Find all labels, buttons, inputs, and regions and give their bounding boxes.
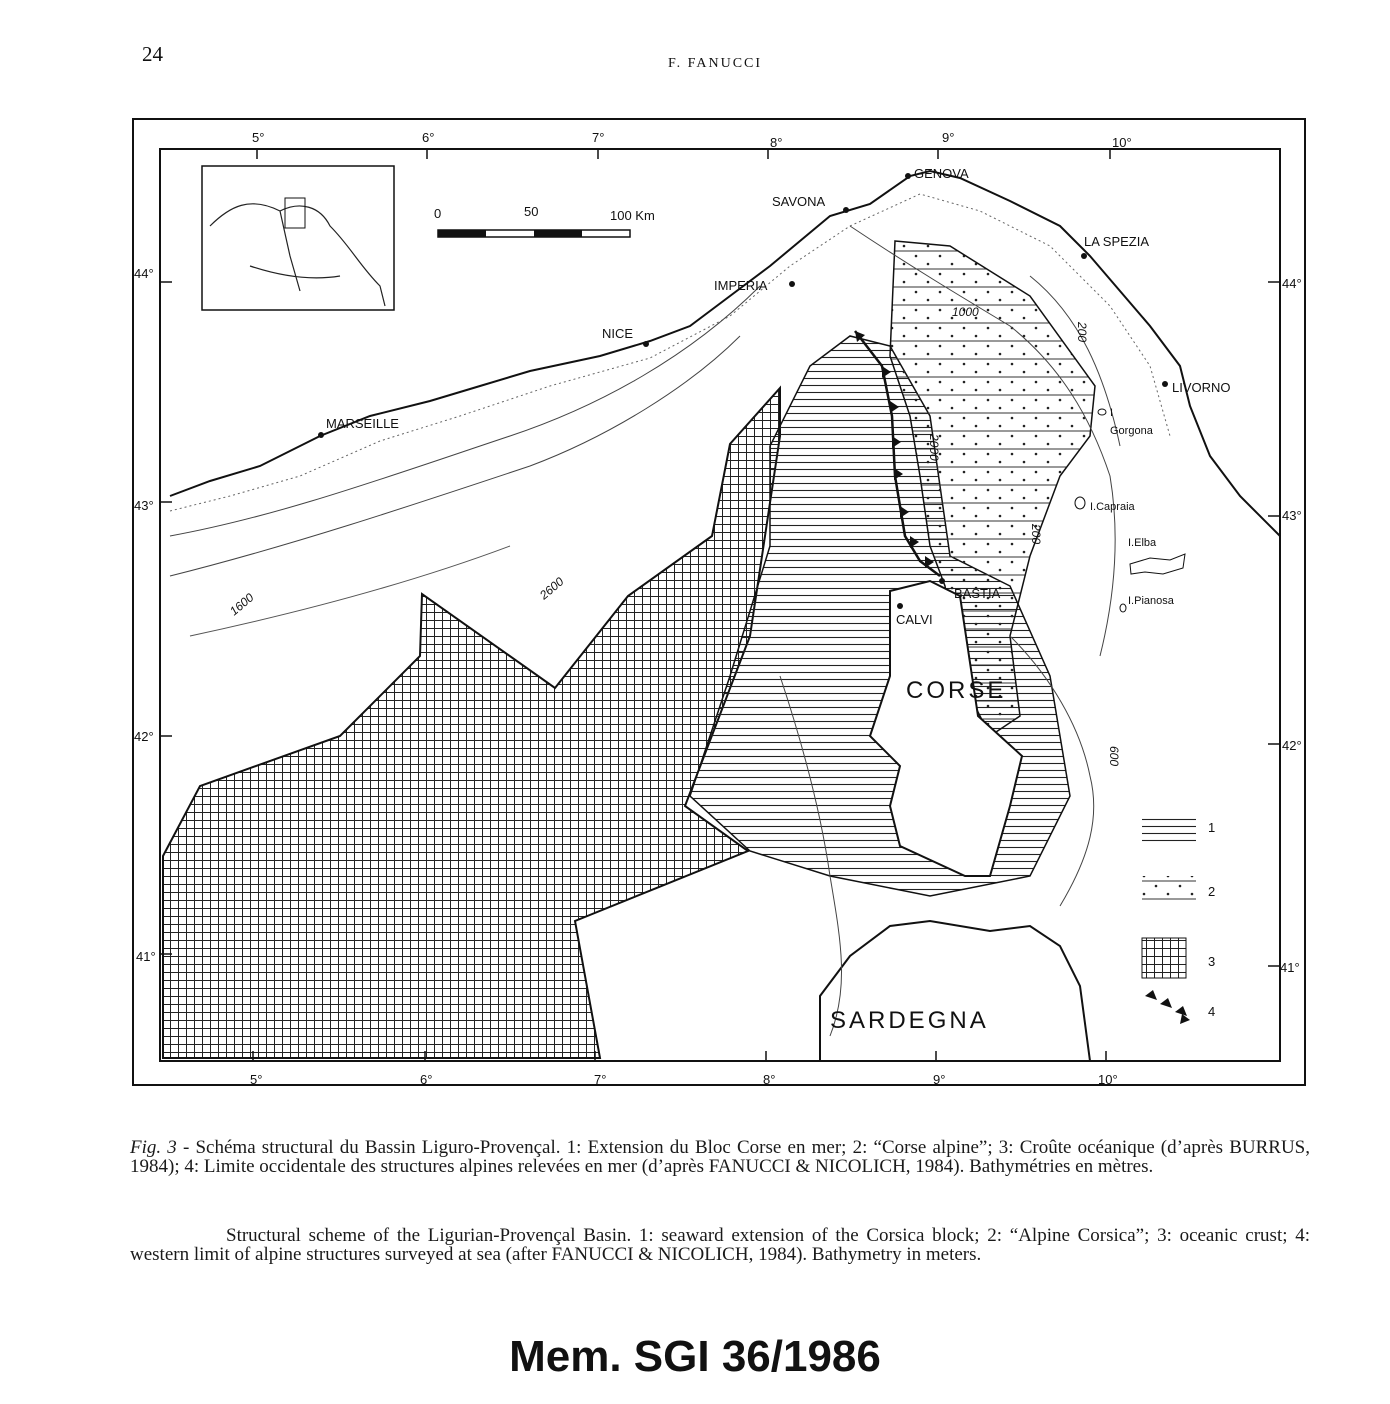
region-corse: CORSE (906, 677, 1007, 704)
gorgona-island (1098, 409, 1106, 415)
lat-right-42: 42° (1282, 738, 1302, 753)
running-head: F. FANUCCI (667, 56, 763, 71)
sardinia-island (820, 921, 1090, 1061)
lon-bottom-10: 10° (1098, 1072, 1118, 1087)
caption-french (130, 1138, 1310, 1176)
city-calvi: CALVI (896, 612, 933, 627)
city-savona: SAVONA (772, 194, 826, 209)
pianosa-island (1120, 604, 1126, 612)
bathy-200-north: 200 (1075, 322, 1089, 343)
lat-right-43: 43° (1282, 508, 1302, 523)
lat-right-44: 44° (1282, 276, 1302, 291)
source-footer: Mem. SGI 36/1986 (509, 1332, 881, 1381)
bathy-1600: 1600 (226, 590, 257, 619)
caption-english-text: Structural scheme of the Ligurian-Provençal Basin. 1: seaward extension of the Corsica block; 2: “Alpine Corsica”; 3: oceanic crust; 4: western limit of alpine structures surveyed at sea (after FANUCCI & NICOLICH, 1984). Bathymetry in meters. (130, 1225, 1310, 1265)
lon-bottom-6: 6° (420, 1072, 433, 1087)
legend-label-1: 1 (1208, 820, 1216, 835)
caption-english (130, 1226, 1310, 1264)
lat-left-41: 41° (136, 949, 156, 964)
bathy-2000: 2000 (927, 434, 941, 461)
city-la-spezia: LA SPEZIA (1084, 234, 1150, 249)
lon-top-9: 9° (942, 130, 955, 145)
lon-top-8: 8° (770, 135, 783, 150)
bathy-1000: 1000 (952, 305, 979, 319)
elba-island (1130, 554, 1185, 574)
lat-left-44: 44° (134, 266, 154, 281)
legend (1142, 816, 1196, 1024)
city-nice: NICE (602, 326, 634, 341)
inset-map (202, 166, 394, 310)
page-number: 24 (142, 42, 163, 66)
lon-top-6: 6° (422, 130, 435, 145)
legend-label-2: 2 (1208, 884, 1216, 899)
map-svg (130, 116, 1308, 1096)
figure-number: Fig. 3 (130, 1137, 177, 1158)
island-gorgona-i: I (1110, 407, 1114, 419)
caption-french-text: - Schéma structural du Bassin Liguro-Provençal. 1: Extension du Bloc Corse en mer; 2: “Corse alpine”; 3: Croûte océanique (d’après BURRUS, 1984); 4: Limite occidentale des structures alpines relevées en mer (d’après FANUCCI & NICOLICH, 1984). Bathymétries en mètres. (130, 1137, 1310, 1177)
lat-left-43: 43° (134, 498, 154, 513)
legend-swatch-2 (1142, 876, 1196, 902)
lon-bottom-8: 8° (763, 1072, 776, 1087)
bathy-2600: 2600 (536, 574, 567, 603)
island-pianosa: I.Pianosa (1128, 595, 1174, 607)
scale-bar (438, 230, 630, 237)
legend-swatch-3 (1142, 938, 1186, 978)
legend-label-4: 4 (1208, 1004, 1216, 1019)
oceanic-crust-area (163, 388, 780, 1058)
city-marseille: MARSEILLE (326, 416, 399, 431)
lon-bottom-7: 7° (594, 1072, 607, 1087)
lon-top-5: 5° (252, 130, 265, 145)
scale-tick-0: 0 (434, 206, 442, 221)
city-genova: GENOVA (914, 166, 969, 181)
bathy-600: 600 (1107, 746, 1121, 767)
scale-tick-50: 50 (524, 204, 539, 219)
legend-swatch-1 (1142, 816, 1196, 842)
island-gorgona: Gorgona (1110, 425, 1153, 437)
city-bastia: BASTIA (954, 586, 1001, 601)
capraia-island (1075, 497, 1085, 509)
structural-map (130, 116, 1308, 1096)
lat-left-42: 42° (134, 729, 154, 744)
scale-tick-100: 100 Km (610, 208, 655, 223)
lon-bottom-5: 5° (250, 1072, 263, 1087)
island-capraia: I.Capraia (1090, 501, 1135, 513)
bathy-200-east: 200 (1029, 524, 1043, 545)
region-sardegna: SARDEGNA (830, 1007, 989, 1034)
lat-right-41: 41° (1280, 960, 1300, 975)
city-livorno: LIVORNO (1172, 380, 1231, 395)
city-imperia: IMPERIA (714, 278, 768, 293)
lon-top-10: 10° (1112, 135, 1132, 150)
island-elba: I.Elba (1128, 537, 1157, 549)
lon-bottom-9: 9° (933, 1072, 946, 1087)
lon-top-7: 7° (592, 130, 605, 145)
legend-label-3: 3 (1208, 954, 1216, 969)
legend-swatch-4 (1145, 990, 1190, 1024)
